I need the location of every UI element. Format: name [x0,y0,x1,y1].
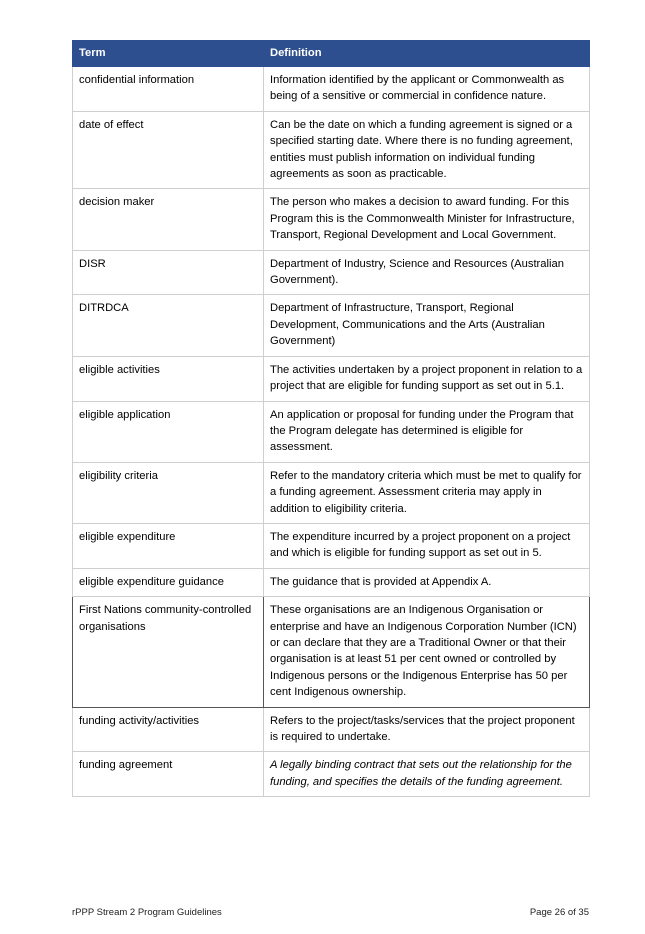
table-row [73,568,590,596]
header-definition: Definition [264,41,590,67]
term-cell: First Nations community-controlled organisations [73,597,264,707]
table-row [73,295,590,356]
definition-cell: Can be the date on which a funding agreement is signed or a specified starting date. Where there is no funding agreement, entities must publish information on individual funding agreements as soon as practicable. [264,111,590,189]
table-row [73,597,590,707]
table-row [73,752,590,797]
definition-cell: The person who makes a decision to award funding. For this Program this is the Commonwealth Minister for Infrastructure, Transport, Regional Development and Local Government. [264,189,590,250]
definition-cell: Information identified by the applicant or Commonwealth as being of a sensitive or commercial in confidence nature. [264,67,590,112]
term-cell: eligibility criteria [73,462,264,523]
term-cell: eligible application [73,401,264,462]
definition-cell: These organisations are an Indigenous Organisation or enterprise and have an Indigenous Corporation Number (ICN) or can declare that they are a Traditional Owner or that their organisation is at least 51 per cent owned or controlled by Indigenous persons or the Indigenous Enterprise has 50 per cent Indigenous ownership. [264,597,590,707]
table-row [73,462,590,523]
table-row [73,707,590,752]
definition-cell: Refers to the project/tasks/services that the project proponent is required to undertake. [264,707,590,752]
table-header-row [73,41,590,67]
term-cell: eligible activities [73,356,264,401]
definition-cell: An application or proposal for funding under the Program that the Program delegate has determined is eligible for assessment. [264,401,590,462]
term-cell: funding agreement [73,752,264,797]
table-row [73,356,590,401]
term-cell: DITRDCA [73,295,264,356]
definition-cell: A legally binding contract that sets out the relationship for the funding, and specifies the details of the funding agreement. [264,752,590,797]
definition-cell: The expenditure incurred by a project proponent on a project and which is eligible for funding support as set out in 5. [264,523,590,568]
table-row [73,189,590,250]
footer-page-number: Page 26 of 35 [529,907,589,918]
term-cell: eligible expenditure [73,523,264,568]
table-row [73,401,590,462]
term-cell: date of effect [73,111,264,189]
definition-cell: Department of Infrastructure, Transport, Regional Development, Communications and the Arts (Australian Government) [264,295,590,356]
table-row [73,523,590,568]
term-cell: eligible expenditure guidance [73,568,264,596]
term-cell: funding activity/activities [73,707,264,752]
term-cell: DISR [73,250,264,295]
table-row [73,111,590,189]
definition-cell: The activities undertaken by a project proponent in relation to a project that are eligible for funding support as set out in 5.1. [264,356,590,401]
definition-cell: Refer to the mandatory criteria which must be met to qualify for a funding agreement. Assessment criteria may apply in addition to eligibility criteria. [264,462,590,523]
header-term: Term [73,41,264,67]
glossary-table [72,40,590,797]
table-row [73,67,590,112]
definition-cell: Department of Industry, Science and Resources (Australian Government). [264,250,590,295]
definition-cell: The guidance that is provided at Appendix A. [264,568,590,596]
table-row [73,250,590,295]
term-cell: decision maker [73,189,264,250]
footer-document-title: rPPP Stream 2 Program Guidelines [72,907,222,918]
term-cell: confidential information [73,67,264,112]
